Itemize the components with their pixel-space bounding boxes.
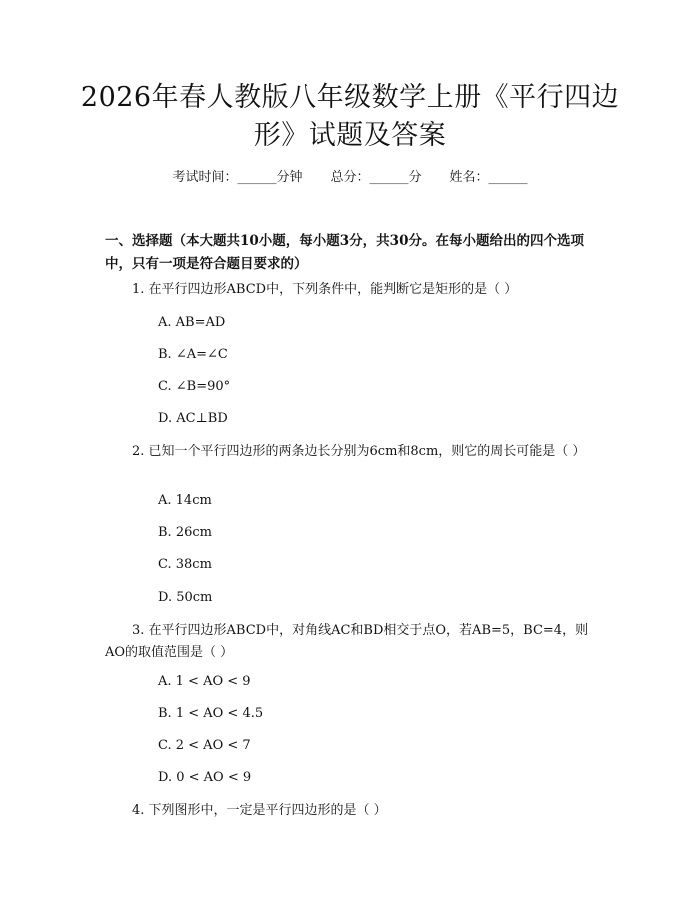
question-3-option-d: D. 0 < AO < 9 <box>158 770 252 785</box>
question-1-option-b: B. ∠A=∠C <box>158 347 228 362</box>
question-3-option-c: C. 2 < AO < 7 <box>158 738 251 753</box>
question-1-option-a: A. AB=AD <box>158 315 226 330</box>
question-2-option-b: B. 26cm <box>158 525 212 540</box>
question-4-text: 4. 下列图形中，一定是平行四边形的是（ ） <box>132 803 387 818</box>
exam-name-label: 姓名：______ <box>449 170 528 185</box>
exam-time-label: 考试时间：______分钟 <box>172 170 303 185</box>
exam-info-row <box>0 168 700 188</box>
question-2-option-c: C. 38cm <box>158 557 212 572</box>
question-2-option-a: A. 14cm <box>158 493 212 508</box>
question-3-text: 3. 在平行四边形ABCD中，对角线AC和BD相交于点O，若AB=5，BC=4，则AO的取值范围是（ ） <box>105 623 589 660</box>
question-1-option-d: D. AC⊥BD <box>158 411 228 426</box>
question-1-option-c: C. ∠B=90° <box>158 379 231 394</box>
document-title-line-2: 形》试题及答案 <box>253 120 447 151</box>
exam-score-label: 总分：______分 <box>330 170 422 185</box>
document-title-line-1: 2026年春人教版八年级数学上册《平行四边 <box>80 82 620 113</box>
question-2-option-d: D. 50cm <box>158 590 213 605</box>
question-1-text: 1. 在平行四边形ABCD中，下列条件中，能判断它是矩形的是（ ） <box>132 282 518 297</box>
question-3-option-a: A. 1 < AO < 9 <box>158 674 251 689</box>
question-2-text: 2. 已知一个平行四边形的两条边长分别为6cm和8cm，则它的周长可能是（ ） <box>132 444 586 459</box>
question-3-option-b: B. 1 < AO < 4.5 <box>158 706 264 721</box>
section-heading: 一、选择题（本大题共10小题，每小题3分，共30分。在每小题给出的四个选项中，只有一项是符合题目要求的） <box>105 233 584 272</box>
